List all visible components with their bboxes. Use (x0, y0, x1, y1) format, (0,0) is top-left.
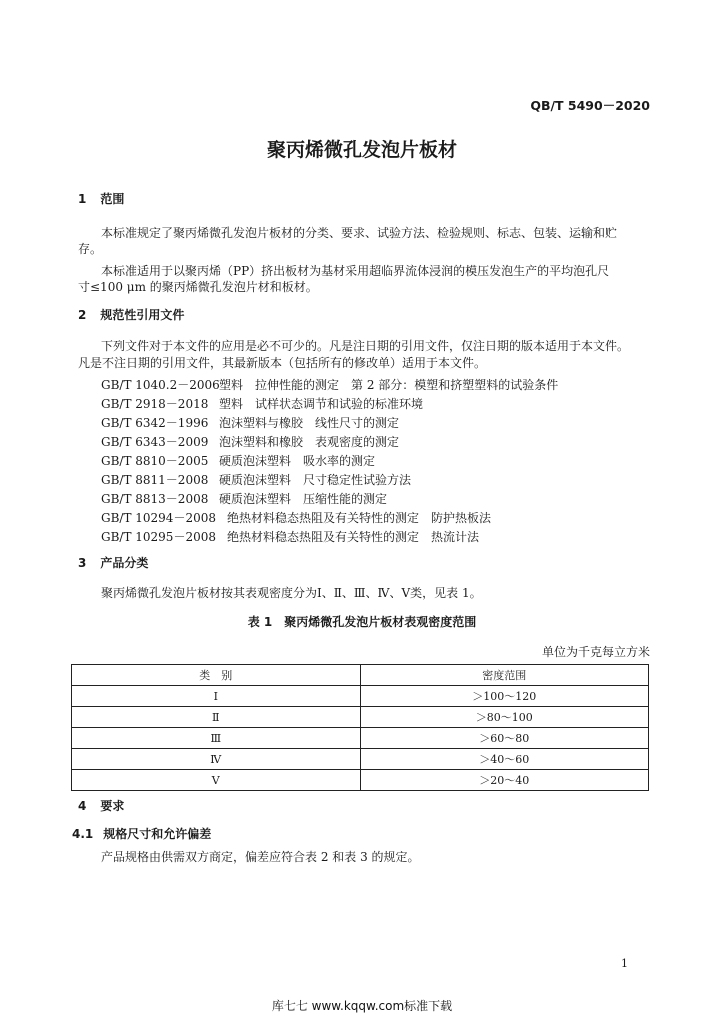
reference-title: 绝热材料稳态热阻及有关特性的测定 热流计法 (227, 530, 480, 544)
table-row (72, 728, 649, 749)
table-cell: Ⅰ (72, 686, 361, 707)
section-3-heading (78, 554, 148, 571)
reference-item (101, 490, 387, 507)
table-cell: Ⅱ (72, 707, 361, 728)
reference-item (101, 528, 479, 545)
reference-code: GB/T 8813－2008 (101, 492, 209, 506)
reference-item (101, 395, 423, 412)
section-number: 3 (78, 556, 87, 570)
section-number: 4 (78, 799, 87, 813)
table-cell: Ⅲ (72, 728, 361, 749)
reference-title: 绝热材料稳态热阻及有关特性的测定 防护热板法 (227, 511, 492, 525)
table-row (72, 686, 649, 707)
reference-code: GB/T 2918－2018 (101, 397, 209, 411)
reference-item (101, 376, 558, 393)
density-table (71, 664, 649, 791)
reference-title: 硬质泡沫塑料 尺寸稳定性试验方法 (219, 473, 412, 487)
footer-watermark: 库七七 www.kqqw.com标准下载 (271, 999, 453, 1013)
reference-code: GB/T 1040.2－2006 (101, 378, 220, 392)
section-2-heading (78, 306, 184, 323)
section-4-1-heading (72, 825, 211, 842)
document-title: 聚丙烯微孔发泡片板材 (266, 139, 457, 161)
table-header-row (72, 665, 649, 686)
table-cell: ＞40～60 (360, 749, 649, 770)
page-number: 1 (621, 957, 628, 970)
column-header: 类 别 (72, 665, 361, 686)
section-title: 范围 (100, 192, 125, 206)
reference-title: 泡沫塑料和橡胶 表观密度的测定 (219, 435, 400, 449)
section-number: 2 (78, 308, 87, 322)
reference-title: 硬质泡沫塑料 吸水率的测定 (219, 454, 376, 468)
reference-item (101, 433, 399, 450)
reference-code: GB/T 8810－2005 (101, 454, 209, 468)
table-row (72, 707, 649, 728)
section-1-heading (78, 190, 124, 207)
reference-code: GB/T 8811－2008 (101, 473, 209, 487)
paragraph-line: 本标准适用于以聚丙烯（PP）挤出板材为基材采用超临界流体浸润的模压发泡生产的平均泡孔尺 (101, 264, 610, 278)
table-row (72, 770, 649, 791)
section-4-heading (78, 797, 124, 814)
table-caption: 表 1 聚丙烯微孔发泡片板材表观密度范围 (247, 615, 477, 629)
reference-code: GB/T 10294－2008 (101, 511, 216, 525)
table-cell: ＞100～120 (360, 686, 649, 707)
paragraph-line: 产品规格由供需双方商定，偏差应符合表 2 和表 3 的规定。 (101, 850, 420, 864)
paragraph-line: 寸≤100 μm 的聚丙烯微孔发泡片材和板材。 (78, 280, 318, 294)
reference-title: 泡沫塑料与橡胶 线性尺寸的测定 (219, 416, 400, 430)
table-cell: Ⅴ (72, 770, 361, 791)
paragraph-line: 聚丙烯微孔发泡片板材按其表观密度分为Ⅰ、Ⅱ、Ⅲ、Ⅳ、Ⅴ类，见表 1。 (101, 586, 482, 600)
table-cell: Ⅳ (72, 749, 361, 770)
reference-item (101, 471, 411, 488)
table-cell: ＞80～100 (360, 707, 649, 728)
reference-title: 硬质泡沫塑料 压缩性能的测定 (219, 492, 388, 506)
reference-item (101, 509, 491, 526)
column-header: 密度范围 (360, 665, 649, 686)
section-number: 1 (78, 192, 87, 206)
reference-item (101, 414, 399, 431)
reference-code: GB/T 10295－2008 (101, 530, 216, 544)
table-cell: ＞60～80 (360, 728, 649, 749)
table-cell: ＞20～40 (360, 770, 649, 791)
reference-title: 塑料 试样状态调节和试验的标准环境 (219, 397, 424, 411)
paragraph-line: 存。 (78, 242, 103, 256)
section-title: 规范性引用文件 (100, 308, 185, 322)
table-row (72, 749, 649, 770)
reference-code: GB/T 6342－1996 (101, 416, 209, 430)
section-title: 要求 (100, 799, 125, 813)
section-title: 产品分类 (100, 556, 149, 570)
section-title: 规格尺寸和允许偏差 (103, 827, 212, 841)
paragraph-line: 下列文件对于本文件的应用是必不可少的。凡是注日期的引用文件，仅注日期的版本适用于本文件。 (101, 339, 630, 353)
paragraph-line: 本标准规定了聚丙烯微孔发泡片板材的分类、要求、试验方法、检验规则、标志、包装、运输和贮 (101, 226, 618, 240)
reference-item (101, 452, 375, 469)
standard-code: QB/T 5490－2020 (530, 98, 650, 113)
table-unit: 单位为千克每立方米 (541, 645, 650, 659)
paragraph-line: 凡是不注日期的引用文件，其最新版本（包括所有的修改单）适用于本文件。 (78, 356, 487, 370)
reference-code: GB/T 6343－2009 (101, 435, 209, 449)
reference-title: 塑料 拉伸性能的测定 第 2 部分：模塑和挤塑塑料的试验条件 (219, 378, 559, 392)
section-number: 4.1 (72, 827, 94, 841)
